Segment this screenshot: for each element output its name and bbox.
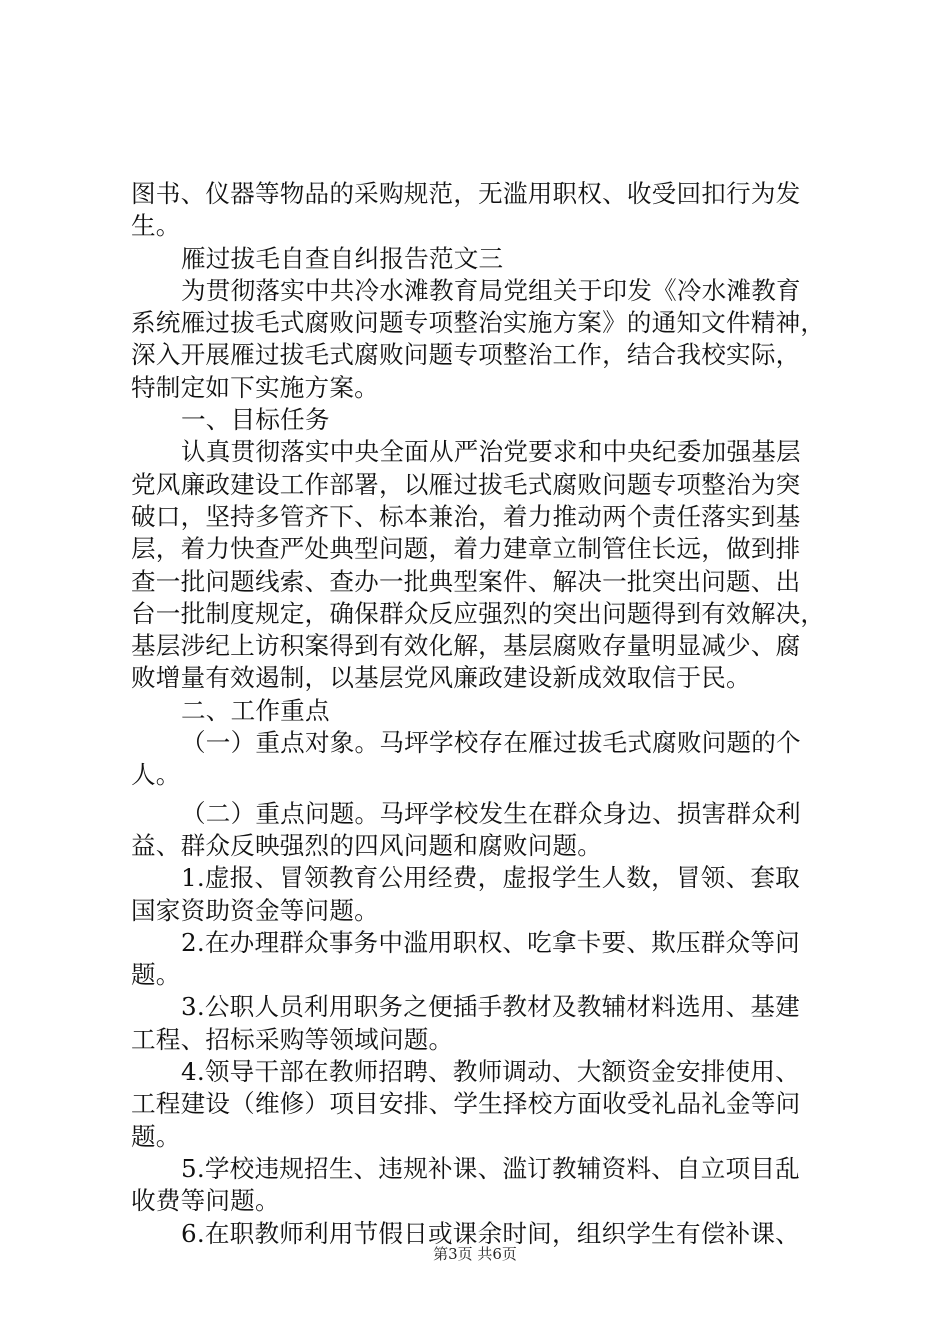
text-line: 2.在办理群众事务中滥用职权、吃拿卡要、欺压群众等问: [181, 927, 800, 957]
text-line: 雁过拔毛自查自纠报告范文三: [181, 243, 504, 273]
text-line: 工程、招标采购等领域问题。: [131, 1024, 454, 1054]
text-line: 益、群众反映强烈的四风问题和腐败问题。: [131, 830, 603, 860]
text-line: 查一批问题线索、查办一批典型案件、解决一批突出问题、出: [131, 566, 801, 596]
text-line: 题。: [131, 1121, 181, 1151]
text-line: 败增量有效遏制，以基层党风廉政建设新成效取信于民。: [131, 663, 751, 693]
text-line: 题。: [131, 960, 181, 990]
text-line: 工程建设（维修）项目安排、学生择校方面收受礼品礼金等问: [131, 1089, 801, 1119]
text-line: 生。: [131, 211, 181, 241]
text-line: 收费等问题。: [131, 1186, 280, 1216]
text-line: 系统雁过拔毛式腐败问题专项整治实施方案》的通知文件精神，: [131, 308, 826, 338]
page-number-label: 第3页 共6页: [433, 1245, 517, 1263]
text-line: 深入开展雁过拔毛式腐败问题专项整治工作，结合我校实际，: [131, 340, 801, 370]
text-line: 3.公职人员利用职务之便插手教材及教辅材料选用、基建: [181, 992, 800, 1022]
text-line: 基层涉纪上访积案得到有效化解，基层腐败存量明显减少、腐: [131, 631, 801, 661]
text-line: （二）重点问题。马坪学校发生在群众身边、损害群众利: [181, 798, 801, 828]
text-line: 党风廉政建设工作部署，以雁过拔毛式腐败问题专项整治为突: [131, 469, 801, 499]
text-line: 5.学校违规招生、违规补课、滥订教辅资料、自立项目乱: [181, 1153, 800, 1183]
document-body: [131, 178, 831, 1250]
text-line: 为贯彻落实中共冷水滩教育局党组关于印发《冷水滩教育: [181, 275, 801, 305]
text-line: 国家资助资金等问题。: [131, 895, 379, 925]
text-line: 特制定如下实施方案。: [131, 372, 379, 402]
page-footer: [0, 1245, 950, 1263]
text-line: 1.虚报、冒领教育公用经费，虚报学生人数，冒领、套取: [181, 863, 800, 893]
text-line: 人。: [131, 760, 181, 790]
text-line: 层，着力快查严处典型问题，着力建章立制管住长远，做到排: [131, 534, 801, 564]
text-line: 台一批制度规定，确保群众反应强烈的突出问题得到有效解决，: [131, 598, 826, 628]
text-line: 认真贯彻落实中央全面从严治党要求和中央纪委加强基层: [181, 437, 801, 467]
text-line: （一）重点对象。马坪学校存在雁过拔毛式腐败问题的个: [181, 728, 801, 758]
text-line: 6.在职教师利用节假日或课余时间，组织学生有偿补课、: [181, 1218, 800, 1248]
text-line: 二、工作重点: [181, 695, 330, 725]
text-line: 破口，坚持多管齐下、标本兼治，着力推动两个责任落实到基: [131, 501, 801, 531]
text-line: 4.领导干部在教师招聘、教师调动、大额资金安排使用、: [181, 1057, 800, 1087]
text-line: 一、目标任务: [181, 405, 330, 435]
text-line: 图书、仪器等物品的采购规范，无滥用职权、收受回扣行为发: [131, 179, 801, 208]
